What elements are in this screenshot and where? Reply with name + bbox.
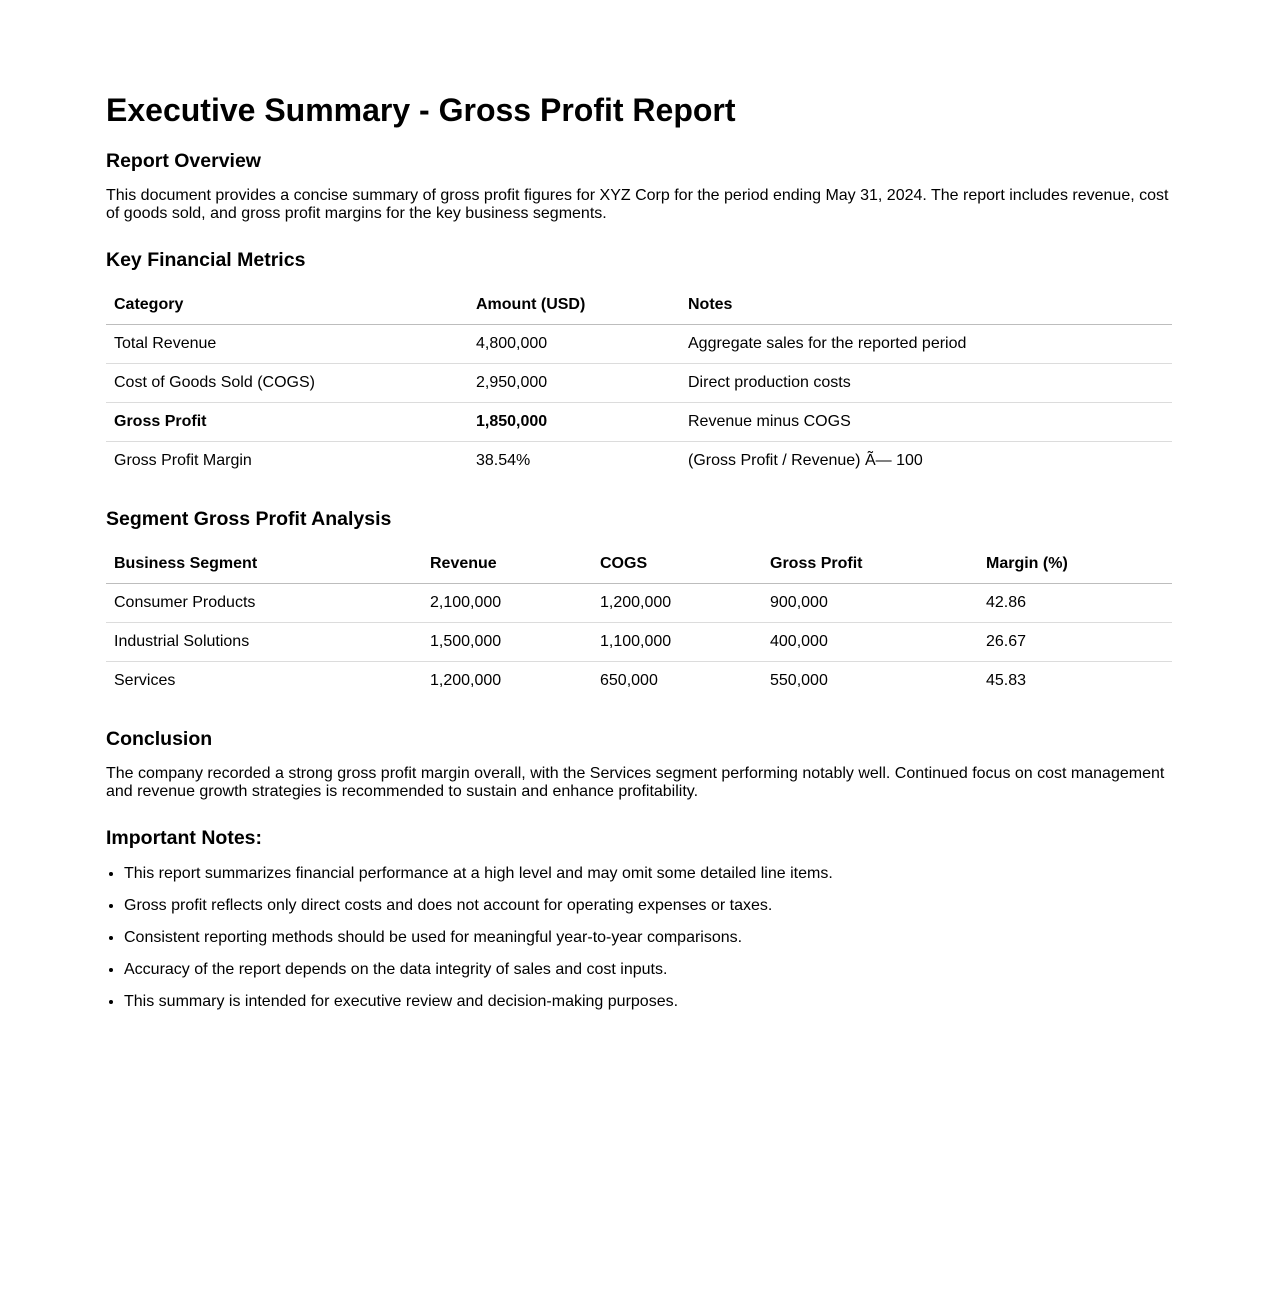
segment-margin-cell: 45.83 [986, 672, 1027, 689]
segment-margin-cell: 26.67 [978, 623, 1172, 662]
overview-text: This document provides a concise summary of gross profit figures for XYZ Corp for the period ending May 31, 2024. The report includes revenue, cost of goods sold, and gross profit margins for the key business segments. [106, 187, 1169, 222]
table-row [106, 403, 1172, 442]
segment-cogs-cell: 650,000 [600, 672, 658, 689]
segment-col-revenue: Revenue [422, 544, 592, 584]
list-item: • Consistent reporting methods should be used for meaningful year-to-year comparisons. [124, 929, 1172, 947]
metrics-amount-cell: 38.54% [476, 452, 531, 469]
segment-col-gross-profit: Gross Profit [762, 544, 978, 584]
segment-margin-cell: 42.86 [978, 584, 1172, 623]
metrics-category-cell: Cost of Goods Sold (COGS) [106, 364, 468, 403]
conclusion-text: The company recorded a strong gross profit margin overall, with the Services segment performing notably well. Continued focus on cost management and revenue growth strategies is recommended to sustain and enhance profitability. [106, 765, 1165, 800]
metrics-category-cell: Total Revenue [106, 325, 468, 364]
metrics-notes-cell: Revenue minus COGS [680, 403, 1172, 442]
segment-revenue-cell: 1,200,000 [430, 672, 502, 689]
list-item: • This summary is intended for executive review and decision-making purposes. [124, 993, 1172, 1011]
metrics-category-cell: Gross Profit Margin [114, 452, 252, 469]
notes-heading: Important Notes: [106, 827, 262, 849]
segment-name-cell: Consumer Products [106, 584, 422, 623]
segment-revenue-cell: 1,500,000 [422, 623, 592, 662]
metrics-col-amount: Amount (USD) [468, 285, 680, 325]
segment-col-margin: Margin (%) [978, 544, 1172, 584]
metrics-amount-cell: 2,950,000 [468, 364, 680, 403]
metrics-amount-cell: 4,800,000 [468, 325, 680, 364]
overview-heading: Report Overview [106, 150, 261, 172]
metrics-col-category: Category [106, 285, 468, 325]
notes-list [106, 865, 1172, 1011]
segment-cogs-cell: 1,100,000 [592, 623, 762, 662]
segment-cogs-cell: 1,200,000 [592, 584, 762, 623]
metrics-table [106, 285, 1172, 480]
segment-gross-profit-cell: 550,000 [770, 672, 828, 689]
segment-col-cogs: COGS [592, 544, 762, 584]
segment-name-cell: Services [114, 672, 176, 689]
metrics-notes-cell: Direct production costs [680, 364, 1172, 403]
segment-gross-profit-cell: 400,000 [762, 623, 978, 662]
table-row [106, 364, 1172, 403]
metrics-category-cell: Gross Profit [106, 403, 468, 442]
table-row [106, 325, 1172, 364]
segment-table [106, 544, 1172, 700]
metrics-header-row [106, 285, 1172, 325]
list-item: • Gross profit reflects only direct costs and does not account for operating expenses or taxes. [124, 897, 1172, 915]
table-row [106, 623, 1172, 662]
table-row [106, 584, 1172, 623]
segment-col-business-segment: Business Segment [106, 544, 422, 584]
table-row [106, 442, 1172, 481]
table-row [106, 662, 1172, 701]
metrics-heading: Key Financial Metrics [106, 249, 306, 271]
metrics-col-notes: Notes [680, 285, 1172, 325]
segment-heading: Segment Gross Profit Analysis [106, 508, 392, 530]
list-item: • This report summarizes financial performance at a high level and may omit some detailed line items. [124, 865, 1172, 883]
segment-revenue-cell: 2,100,000 [422, 584, 592, 623]
segment-header-row [106, 544, 1172, 584]
metrics-amount-cell: 1,850,000 [468, 403, 680, 442]
segment-name-cell: Industrial Solutions [106, 623, 422, 662]
metrics-notes-cell: (Gross Profit / Revenue) Ã— 100 [688, 452, 923, 469]
page-title: Executive Summary - Gross Profit Report [106, 92, 736, 128]
conclusion-heading: Conclusion [106, 728, 213, 750]
metrics-notes-cell: Aggregate sales for the reported period [680, 325, 1172, 364]
list-item: • Accuracy of the report depends on the data integrity of sales and cost inputs. [124, 961, 1172, 979]
segment-gross-profit-cell: 900,000 [762, 584, 978, 623]
